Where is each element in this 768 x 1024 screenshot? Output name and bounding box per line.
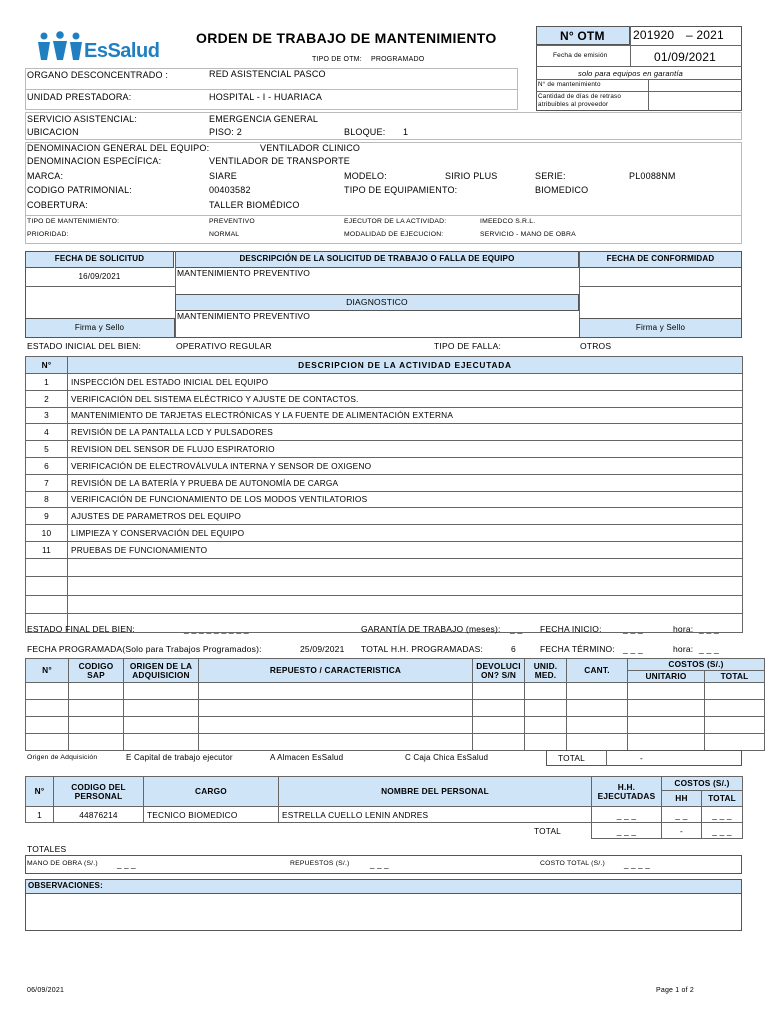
per-row-num: 1 [26, 807, 54, 823]
modelo-value: SIRIO PLUS [445, 171, 498, 181]
cobertura-label: COBERTURA: [27, 200, 88, 210]
fecha-termino-value: _ _ _ [623, 644, 643, 654]
bloque-label: BLOQUE: [344, 127, 386, 137]
activity-num: 1 [26, 374, 68, 391]
table-row [26, 734, 765, 751]
rep-unitario-header: UNITARIO [628, 671, 705, 683]
activity-desc: REVISIÓN DE LA BATERÍA Y PRUEBA DE AUTONOMÍA DE CARGA [68, 474, 743, 491]
activity-desc: REVISIÓN DE LA PANTALLA LCD Y PULSADORES [68, 424, 743, 441]
origen-c: C Caja Chica EsSalud [405, 753, 489, 762]
mano-obra-label: MANO DE OBRA (S/.) [27, 860, 98, 867]
rep-total-header: TOTAL [705, 671, 765, 683]
tipo-otm-value: PROGRAMADO [371, 56, 425, 63]
servicio-label: SERVICIO ASISTENCIAL: [27, 114, 138, 124]
activity-row-empty [26, 558, 743, 577]
activity-row [26, 525, 743, 542]
table-row [26, 823, 743, 839]
rep-costos-header: COSTOS (S/.) [628, 659, 765, 671]
den-especifica-label: DENOMINACION ESPECÍFICA: [27, 156, 162, 166]
modelo-label: MODELO: [344, 171, 387, 181]
mantenimiento-no-label: N° de mantenimiento [538, 81, 601, 88]
per-codigo-h1: CODIGO DEL [71, 781, 126, 792]
activities-table [25, 356, 743, 633]
footer-page: Page 1 of 2 [656, 987, 695, 994]
hora1-value: _ _ _ [699, 624, 719, 634]
bloque-value: 1 [403, 127, 409, 137]
totales-title: TOTALES [27, 844, 67, 854]
unidad-value: HOSPITAL - I - HUARIACA [209, 92, 323, 102]
dias-retraso-label-2: atribuibles al proveedor [538, 101, 609, 108]
fecha-prog-value: 25/09/2021 [300, 644, 345, 654]
total-hh-value: 6 [511, 644, 516, 654]
ubicacion-label: UBICACION [27, 127, 79, 137]
activity-row [26, 441, 743, 458]
garantia-value: _ _ [510, 624, 523, 634]
essalud-logo [36, 31, 168, 63]
tipo-equip-label: TIPO DE EQUIPAMIENTO: [344, 185, 458, 195]
per-hh-exec-header [592, 777, 662, 807]
origen-e: E Capital de trabajo ejecutor [126, 753, 233, 762]
servicio-value: EMERGENCIA GENERAL [209, 114, 319, 124]
codigo-value: 00403582 [209, 185, 251, 195]
firma-left: Firma y Sello [74, 323, 125, 332]
mano-obra-value: _ _ _ [117, 860, 136, 869]
activity-row [26, 390, 743, 407]
table-row [26, 807, 743, 823]
desc-value: MANTENIMIENTO PREVENTIVO [177, 268, 311, 278]
piso-value: PISO: 2 [209, 127, 242, 137]
activity-row [26, 374, 743, 391]
fecha-prog-label: FECHA PROGRAMADA(Solo para Trabajos Programados): [27, 644, 262, 654]
rep-codigo-h2: SAP [87, 669, 105, 680]
activity-row-empty [26, 595, 743, 614]
activity-num: 8 [26, 491, 68, 508]
activity-desc: PRUEBAS DE FUNCIONAMIENTO [68, 541, 743, 558]
organo-label: ORGANO DESCONCENTRADO : [27, 70, 169, 80]
garantia-label: GARANTÍA DE TRABAJO (meses): [361, 624, 501, 634]
tipo-equip-value: BIOMEDICO [535, 185, 589, 195]
fecha-sol-header-text: FECHA DE SOLICITUD [54, 254, 145, 263]
prioridad-label: PRIORIDAD: [27, 231, 69, 238]
table-row [26, 700, 765, 717]
per-hh-h1: H.H. [617, 781, 636, 792]
rep-origen-header [124, 659, 199, 683]
rep-unid-h1: UNID. [533, 660, 558, 671]
fecha-emision-label: Fecha de emisión [553, 52, 608, 59]
per-total-hh-exec: _ _ _ [592, 823, 662, 839]
activity-desc: MANTENIMIENTO DE TARJETAS ELECTRÓNICAS Y LA FUENTE DE ALIMENTACIÓN EXTERNA [68, 407, 743, 424]
per-hh-header: HH [662, 791, 702, 807]
per-total-hh: - [662, 823, 702, 839]
costo-total-value: _ _ _ _ [624, 860, 650, 869]
origen-label: Origen de Adquisición [27, 754, 98, 761]
rep-devol-header [473, 659, 525, 683]
footer-date: 06/09/2021 [27, 987, 65, 994]
activity-num: 7 [26, 474, 68, 491]
activity-num: 5 [26, 441, 68, 458]
costo-total-label: COSTO TOTAL (S/.) [540, 860, 605, 867]
activity-num: 3 [26, 407, 68, 424]
logo-text: EsSalud [84, 40, 160, 62]
ejecutor-value: IMEEDCO S.R.L. [480, 218, 536, 225]
rep-origen-h2: ADQUISICION [132, 669, 190, 680]
per-row-nombre: ESTRELLA CUELLO LENIN ANDRES [279, 807, 592, 823]
fecha-inicio-label: FECHA INICIO: [540, 624, 602, 634]
per-total-total: _ _ _ [702, 823, 743, 839]
rep-unid-header [525, 659, 567, 683]
serie-label: SERIE: [535, 171, 566, 181]
tipo-otm-label: TIPO DE OTM: [312, 56, 362, 63]
rep-num-header: N° [26, 659, 69, 683]
fecha-termino-label: FECHA TÉRMINO: [540, 644, 615, 654]
people-icon [36, 31, 84, 61]
estado-inicial-label: ESTADO INICIAL DEL BIEN: [27, 341, 142, 351]
activity-row [26, 407, 743, 424]
activity-num: 10 [26, 525, 68, 542]
observaciones-label: OBSERVACIONES: [28, 881, 103, 890]
activity-row [26, 424, 743, 441]
per-row-hh-exec: _ _ _ [592, 807, 662, 823]
rep-devol-h2: ON? S/N [480, 669, 517, 680]
organo-value: RED ASISTENCIAL PASCO [209, 69, 326, 79]
per-total-label: TOTAL [279, 823, 592, 839]
rep-repuesto-header: REPUESTO / CARACTERISTICA [199, 659, 473, 683]
tipo-falla-label: TIPO DE FALLA: [434, 341, 502, 351]
total-hh-label: TOTAL H.H. PROGRAMADAS: [361, 644, 484, 654]
per-cargo-header: CARGO [144, 777, 279, 807]
observaciones-header [25, 879, 742, 894]
activity-num: 6 [26, 457, 68, 474]
den-especifica-value: VENTILADOR DE TRANSPORTE [209, 156, 350, 166]
table-row [26, 717, 765, 734]
activity-desc: INSPECCIÓN DEL ESTADO INICIAL DEL EQUIPO [68, 374, 743, 391]
repuestos-table [25, 658, 765, 751]
repuestos-total-value: _ _ _ [370, 860, 389, 869]
per-costos-header: COSTOS (S/.) [662, 777, 743, 791]
activity-num: 4 [26, 424, 68, 441]
per-codigo-h2: PERSONAL [74, 790, 123, 801]
activity-desc: VERIFICACIÓN DE ELECTROVÁLVULA INTERNA Y SENSOR DE OXIGENO [68, 457, 743, 474]
per-nombre-header: NOMBRE DEL PERSONAL [279, 777, 592, 807]
act-num-header: N° [26, 357, 68, 374]
per-row-hh: _ _ [662, 807, 702, 823]
unidad-label: UNIDAD PRESTADORA: [27, 92, 132, 102]
rep-total-label: TOTAL [558, 753, 585, 763]
activity-num: 11 [26, 541, 68, 558]
estado-final-label: ESTADO FINAL DEL BIEN: [27, 624, 135, 634]
marca-value: SIARE [209, 171, 238, 181]
activity-desc: REVISION DEL SENSOR DE FLUJO ESPIRATORIO [68, 441, 743, 458]
per-row-total: _ _ _ [702, 807, 743, 823]
hora2-label: hora: [673, 644, 694, 654]
activity-row [26, 474, 743, 491]
hora2-value: _ _ _ [699, 644, 719, 654]
per-hh-h2: EJECUTADAS [597, 790, 656, 801]
activity-desc: VERIFICACIÓN DE FUNCIONAMIENTO DE LOS MODOS VENTILATORIOS [68, 491, 743, 508]
estado-final-value: _ _ _ _ _ _ _ _ _ [184, 624, 249, 634]
activity-num: 2 [26, 390, 68, 407]
repuestos-total-label: REPUESTOS (S/.) [290, 860, 350, 867]
garantia-note: solo para equipos en garantía [578, 69, 684, 78]
activity-desc: VERIFICACIÓN DEL SISTEMA ELÉCTRICO Y AJUSTE DE CONTACTOS. [68, 390, 743, 407]
modalidad-label: MODALIDAD DE EJECUCION: [344, 231, 444, 238]
origen-a: A Almacen EsSalud [270, 753, 344, 762]
fecha-inicio-value: _ _ _ [623, 624, 643, 634]
activity-row [26, 457, 743, 474]
otm-number: 201920 [633, 28, 675, 42]
activity-row [26, 541, 743, 558]
prioridad-value: NORMAL [209, 231, 240, 238]
diag-value: MANTENIMIENTO PREVENTIVO [177, 311, 311, 321]
conformidad-header-text: FECHA DE CONFORMIDAD [606, 254, 715, 263]
rep-cant-header: CANT. [567, 659, 628, 683]
activity-row [26, 491, 743, 508]
rep-total-value: - [640, 753, 643, 763]
page-title: ORDEN DE TRABAJO DE MANTENIMIENTO [196, 30, 497, 46]
fecha-sol-value: 16/09/2021 [78, 272, 121, 281]
activity-row [26, 508, 743, 525]
tipo-falla-value: OTROS [580, 341, 612, 351]
tipo-mant-label: TIPO DE MANTENIMIENTO: [27, 218, 120, 225]
per-row-codigo: 44876214 [54, 807, 144, 823]
rep-devol-h1: DEVOLUCI [476, 660, 521, 671]
modalidad-value: SERVICIO - MANO DE OBRA [480, 231, 576, 238]
estado-inicial-value: OPERATIVO REGULAR [176, 341, 272, 351]
codigo-label: CODIGO PATRIMONIAL: [27, 185, 132, 195]
per-codigo-header [54, 777, 144, 807]
rep-codigo-header [69, 659, 124, 683]
rep-unid-h2: MED. [534, 669, 557, 680]
marca-label: MARCA: [27, 171, 64, 181]
rep-codigo-h1: CODIGO [78, 660, 114, 671]
rep-origen-h1: ORIGEN DE LA [129, 660, 193, 671]
otm-label: N° OTM [560, 29, 605, 43]
activity-num: 9 [26, 508, 68, 525]
dias-retraso-label-1: Cantidad de días de retraso [538, 93, 622, 100]
diag-header-text: DIAGNOSTICO [346, 297, 408, 307]
act-desc-header: DESCRIPCION DE LA ACTIVIDAD EJECUTADA [68, 357, 743, 374]
per-num-header: N° [26, 777, 54, 807]
per-total-header: TOTAL [702, 791, 743, 807]
per-row-cargo: TECNICO BIOMEDICO [144, 807, 279, 823]
ejecutor-label: EJECUTOR DE LA ACTIVIDAD: [344, 218, 447, 225]
serie-value: PL0088NM [629, 171, 676, 181]
table-row [26, 683, 765, 700]
tipo-mant-value: PREVENTIVO [209, 218, 255, 225]
hora1-label: hora: [673, 624, 694, 634]
activity-row-empty [26, 577, 743, 596]
cobertura-value: TALLER BIOMÉDICO [209, 200, 300, 210]
firma-right: Firma y Sello [635, 323, 686, 332]
otm-year: – 2021 [686, 28, 724, 42]
activity-desc: LIMPIEZA Y CONSERVACIÓN DEL EQUIPO [68, 525, 743, 542]
den-general-value: VENTILADOR CLINICO [260, 143, 361, 153]
fecha-emision: 01/09/2021 [654, 50, 717, 64]
activity-desc: AJUSTES DE PARAMETROS DEL EQUIPO [68, 508, 743, 525]
personal-table [25, 776, 743, 839]
desc-header-text: DESCRIPCIÓN DE LA SOLICITUD DE TRABAJO O FALLA DE EQUIPO [239, 254, 515, 263]
den-general-label: DENOMINACION GENERAL DEL EQUIPO: [27, 143, 210, 153]
